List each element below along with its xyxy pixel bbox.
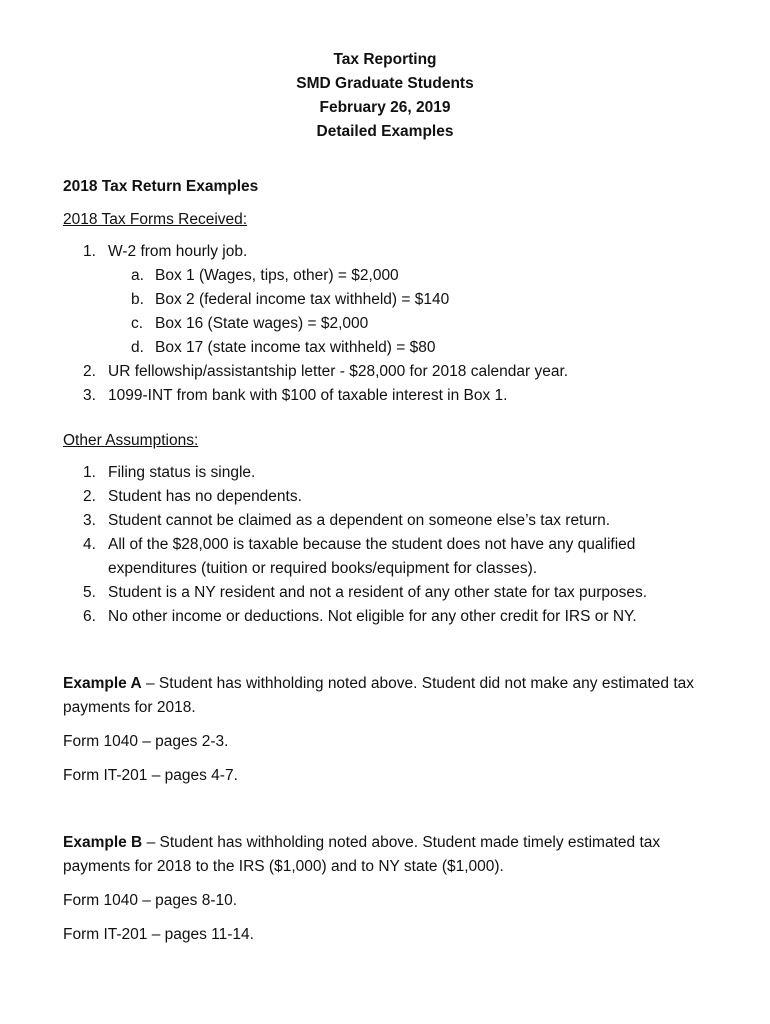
example-a-description bbox=[63, 672, 723, 720]
list-item bbox=[63, 485, 723, 509]
header-audience: SMD Graduate Students bbox=[296, 75, 474, 92]
list-item bbox=[63, 384, 723, 408]
list-item-text: UR fellowship/assistantship letter - $28,000 for 2018 calendar year. bbox=[108, 363, 569, 380]
list-item bbox=[63, 360, 723, 384]
assumptions-heading: Other Assumptions: bbox=[63, 432, 199, 449]
list-item bbox=[63, 533, 723, 581]
document-body bbox=[63, 176, 723, 947]
list-item-text: No other income or deductions. Not eligible for any other credit for IRS or NY. bbox=[108, 608, 637, 625]
list-subitem-text: Box 16 (State wages) = $2,000 bbox=[155, 315, 369, 332]
list-number: 3. bbox=[83, 387, 96, 404]
list-subitem-text: Box 1 (Wages, tips, other) = $2,000 bbox=[155, 267, 399, 284]
list-item bbox=[63, 509, 723, 533]
list-item bbox=[63, 605, 723, 629]
list-number: 3. bbox=[83, 512, 96, 529]
list-item-text: Filing status is single. bbox=[108, 464, 256, 481]
list-number: 2. bbox=[83, 363, 96, 380]
example-a-form-1040: Form 1040 – pages 2-3. bbox=[63, 733, 229, 750]
list-subitem bbox=[63, 312, 723, 336]
example-b-description bbox=[63, 831, 723, 879]
example-a-label: Example A bbox=[63, 675, 142, 692]
list-number: 1. bbox=[83, 243, 96, 260]
example-a bbox=[63, 672, 723, 788]
header-subtitle: Detailed Examples bbox=[316, 123, 454, 140]
example-b-label: Example B bbox=[63, 834, 143, 851]
list-letter: a. bbox=[131, 267, 144, 284]
list-letter: d. bbox=[131, 339, 144, 356]
example-a-form-it201: Form IT-201 – pages 4-7. bbox=[63, 767, 238, 784]
list-item-text: Student is a NY resident and not a resident of any other state for tax purposes. bbox=[108, 584, 648, 601]
list-number: 2. bbox=[83, 488, 96, 505]
list-number: 6. bbox=[83, 608, 96, 625]
list-subitem-text: Box 2 (federal income tax withheld) = $140 bbox=[155, 291, 450, 308]
example-a-text: – Student has withholding noted above. Student did not make any estimated tax payments for 2018. bbox=[63, 675, 695, 716]
forms-list bbox=[63, 240, 723, 408]
list-number: 4. bbox=[83, 536, 96, 553]
list-subitem bbox=[63, 288, 723, 312]
list-subitem bbox=[63, 336, 723, 360]
example-b bbox=[63, 831, 723, 947]
list-item-text: W-2 from hourly job. bbox=[108, 243, 248, 260]
list-item bbox=[63, 240, 723, 264]
assumptions-list bbox=[63, 461, 723, 629]
list-item-text: All of the $28,000 is taxable because the student does not have any qualified expenditures (tuition or required books/equipment for classes). bbox=[108, 536, 636, 577]
example-b-text: – Student has withholding noted above. Student made timely estimated tax payments for 2018 to the IRS ($1,000) and to NY state ($1,000). bbox=[63, 834, 661, 875]
list-item-text: 1099-INT from bank with $100 of taxable interest in Box 1. bbox=[108, 387, 508, 404]
document-header bbox=[0, 48, 770, 144]
example-b-form-1040: Form 1040 – pages 8-10. bbox=[63, 892, 238, 909]
forms-heading: 2018 Tax Forms Received: bbox=[63, 211, 248, 228]
list-letter: c. bbox=[131, 315, 144, 332]
list-letter: b. bbox=[131, 291, 144, 308]
section-title: 2018 Tax Return Examples bbox=[63, 178, 259, 195]
w2-box-list bbox=[63, 264, 723, 360]
list-number: 5. bbox=[83, 584, 96, 601]
example-b-form-it201: Form IT-201 – pages 11-14. bbox=[63, 926, 254, 943]
list-item-text: Student has no dependents. bbox=[108, 488, 302, 505]
list-item bbox=[63, 581, 723, 605]
list-subitem bbox=[63, 264, 723, 288]
list-item bbox=[63, 461, 723, 485]
list-number: 1. bbox=[83, 464, 96, 481]
list-item-text: Student cannot be claimed as a dependent on someone else’s tax return. bbox=[108, 512, 611, 529]
list-subitem-text: Box 17 (state income tax withheld) = $80 bbox=[155, 339, 436, 356]
header-date: February 26, 2019 bbox=[319, 99, 451, 116]
header-title: Tax Reporting bbox=[333, 51, 437, 68]
